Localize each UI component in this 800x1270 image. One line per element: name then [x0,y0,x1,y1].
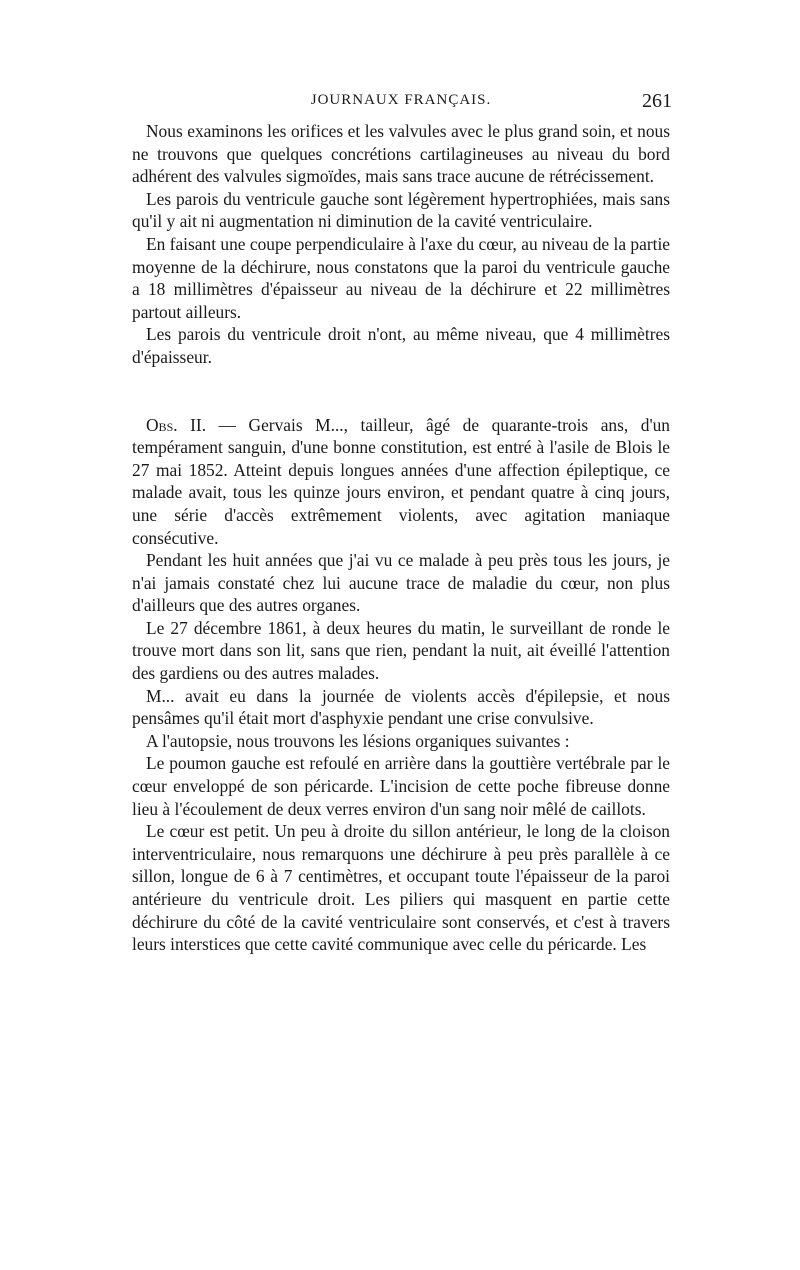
paragraph-orifices: Nous examinons les orifices et les valvules avec le plus grand soin, et nous ne trouvons que quelques concrétions cartilagineuses au niveau du bord adhérent des valvules sigmoïdes, mais sans trace aucune de rétrécissement. [132,121,670,187]
running-title: JOURNAUX FRANÇAIS. [310,92,492,108]
book-page [132,90,670,956]
paragraph-right-ventricle-walls: Les parois du ventricule droit n'ont, au même niveau, que 4 millimètres d'épaisseur. [132,324,670,367]
paragraph-perpendicular-section: En faisant une coupe perpendiculaire à l'axe du cœur, au niveau de la partie moyenne de la déchirure, nous constatons que la paroi du ventricule gauche a 18 millimètres d'épaisseur au niveau de la déchirure et 22 millimètres partout ailleurs. [132,233,670,322]
paragraph-heart-rupture: Le cœur est petit. Un peu à droite du sillon antérieur, le long de la cloison interventriculaire, nous remarquons une déchirure à peu près parallèle à ce sillon, longue de 6 à 7 centimètres, et occupant toute l'épaisseur de la paroi antérieure du ventricule droit. Les piliers qui masquent en partie cette déchirure du côté de la cavité ventriculaire sont conservés, et c'est à travers leurs interstices que cette cavité communique avec celle du péricarde. Les [132,821,670,955]
paragraph-autopsy: A l'autopsie, nous trouvons les lésions organiques suivantes : [146,730,570,751]
paragraph-left-ventricle-walls: Les parois du ventricule gauche sont légèrement hypertrophiées, mais sans qu'il y ait ni augmentation ni diminution de la cavité ventriculaire. [132,188,670,232]
observation-label: Obs. II. [146,414,207,435]
paragraph-death-night: Le 27 décembre 1861, à deux heures du matin, le surveillant de ronde le trouve mort dans son lit, sans que rien, pendant la nuit, ait éveillé l'attention des gardiens ou des autres malades. [132,617,670,684]
page-number: 261 [642,90,672,112]
paragraph-eight-years: Pendant les huit années que j'ai vu ce malade à peu près tous les jours, je n'ai jamais constaté chez lui aucune trace de maladie du cœur, non plus d'ailleurs que des autres organes. [132,550,670,616]
observation-section [132,414,670,956]
running-header [132,90,670,120]
observation-intro [132,414,670,550]
observation-intro-text: — Gervais M..., tailleur, âgé de quarante-trois ans, d'un tempérament sanguin, d'une bonne constitution, est entré à l'asile de Blois le 27 mai 1852. Atteint depuis longues années d'une affection épileptique, ce malade avait, tous les quinze jours environ, et pendant quatre à cinq jours, une série d'accès extrêmement violents, avec agitation maniaque consécutive. [132,414,670,548]
paragraph-left-lung: Le poumon gauche est refoulé en arrière dans la gouttière vertébrale par le cœur enveloppé de son péricarde. L'incision de cette poche fibreuse donne lieu à l'écoulement de deux verres environ d'un sang noir mêlé de caillots. [132,753,670,819]
article-text [132,120,670,956]
paragraph-epilepsy-crisis: M... avait eu dans la journée de violents accès d'épilepsie, et nous pensâmes qu'il était mort d'asphyxie pendant une crise convulsive. [132,685,670,729]
